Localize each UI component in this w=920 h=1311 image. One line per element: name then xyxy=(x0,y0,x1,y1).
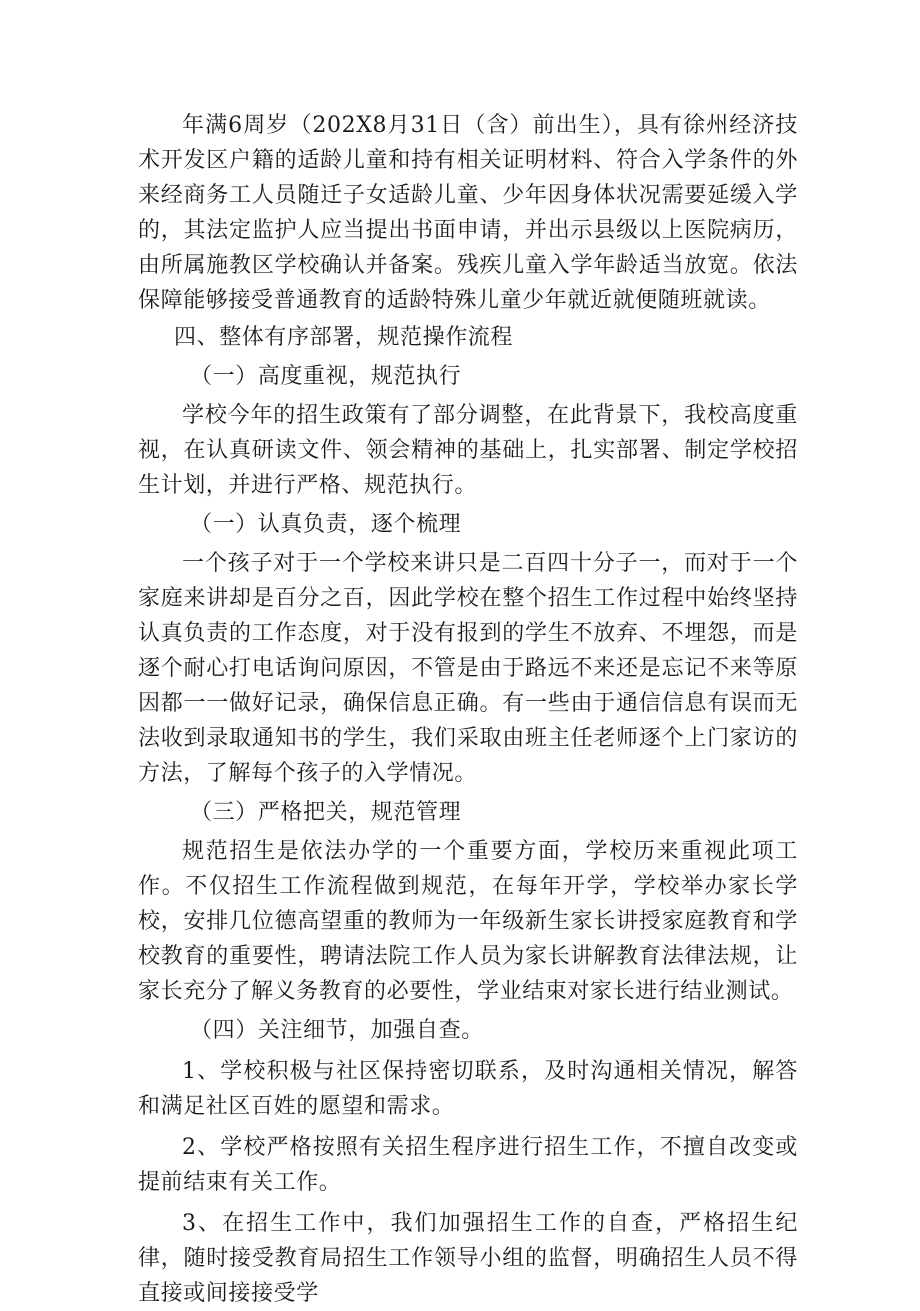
list-item-1: 1、学校积极与社区保持密切联系，及时沟通相关情况，解答和满足社区百姓的愿望和需求。 xyxy=(138,1059,798,1119)
paragraph-policy-adjustment: 学校今年的招生政策有了部分调整，在此背景下，我校高度重视，在认真研读文件、领会精神的基础上，扎实部署、制定学校招生计划，并进行严格、规范执行。 xyxy=(138,403,798,498)
list-item-3: 3、在招生工作中，我们加强招生工作的自查，严格招生纪律，随时接受教育局招生工作领导小组的监督，明确招生人员不得直接或间接接受学 xyxy=(138,1211,798,1306)
document-page xyxy=(138,108,798,1311)
subheading-details: （四）关注细节，加强自查。 xyxy=(190,1018,484,1043)
list-item-2: 2、学校严格按照有关招生程序进行招生工作，不擅自改变或提前结束有关工作。 xyxy=(138,1135,798,1195)
section-heading-four: 四、整体有序部署，规范操作流程 xyxy=(174,325,514,350)
subheading-responsible: （一）认真负责，逐个梳理 xyxy=(190,512,462,537)
subheading-high-attention: （一）高度重视，规范执行 xyxy=(190,364,462,389)
paragraph-enrollment-age: 年满6周岁（202X8月31日（含）前出生），具有徐州经济技术开发区户籍的适龄儿童和持有相关证明材料、符合入学条件的外来经商务工人员随迁子女适龄儿童、少年因身体状况需要延缓入学的，其法定监护人应当提出书面申请，并出示县级以上医院病历，由所属施教区学校确认并备案。残疾儿童入学年龄适当放宽。依法保障能够接受普通教育的适龄特殊儿童少年就近就便随班就读。 xyxy=(138,113,798,313)
subheading-strict-control: （三）严格把关，规范管理 xyxy=(190,800,462,825)
paragraph-standard-enrollment: 规范招生是依法办学的一个重要方面，学校历来重视此项工作。不仅招生工作流程做到规范，在每年开学，学校举办家长学校，安排几位德高望重的教师为一年级新生家长讲授家庭教育和学校教育的重要性，聘请法院工作人员为家长讲解教育法律法规，让家长充分了解义务教育的必要性，学业结束对家长进行结业测试。 xyxy=(138,839,798,1004)
paragraph-each-child: 一个孩子对于一个学校来讲只是二百四十分子一，而对于一个家庭来讲却是百分之百，因此学校在整个招生工作过程中始终坚持认真负责的工作态度，对于没有报到的学生不放弃、不埋怨，而是逐个耐心打电话询问原因，不管是由于路远不来还是忘记不来等原因都一一做好记录，确保信息正确。有一些由于通信信息有误而无法收到录取通知书的学生，我们采取由班主任老师逐个上门家访的方法，了解每个孩子的入学情况。 xyxy=(138,551,798,786)
